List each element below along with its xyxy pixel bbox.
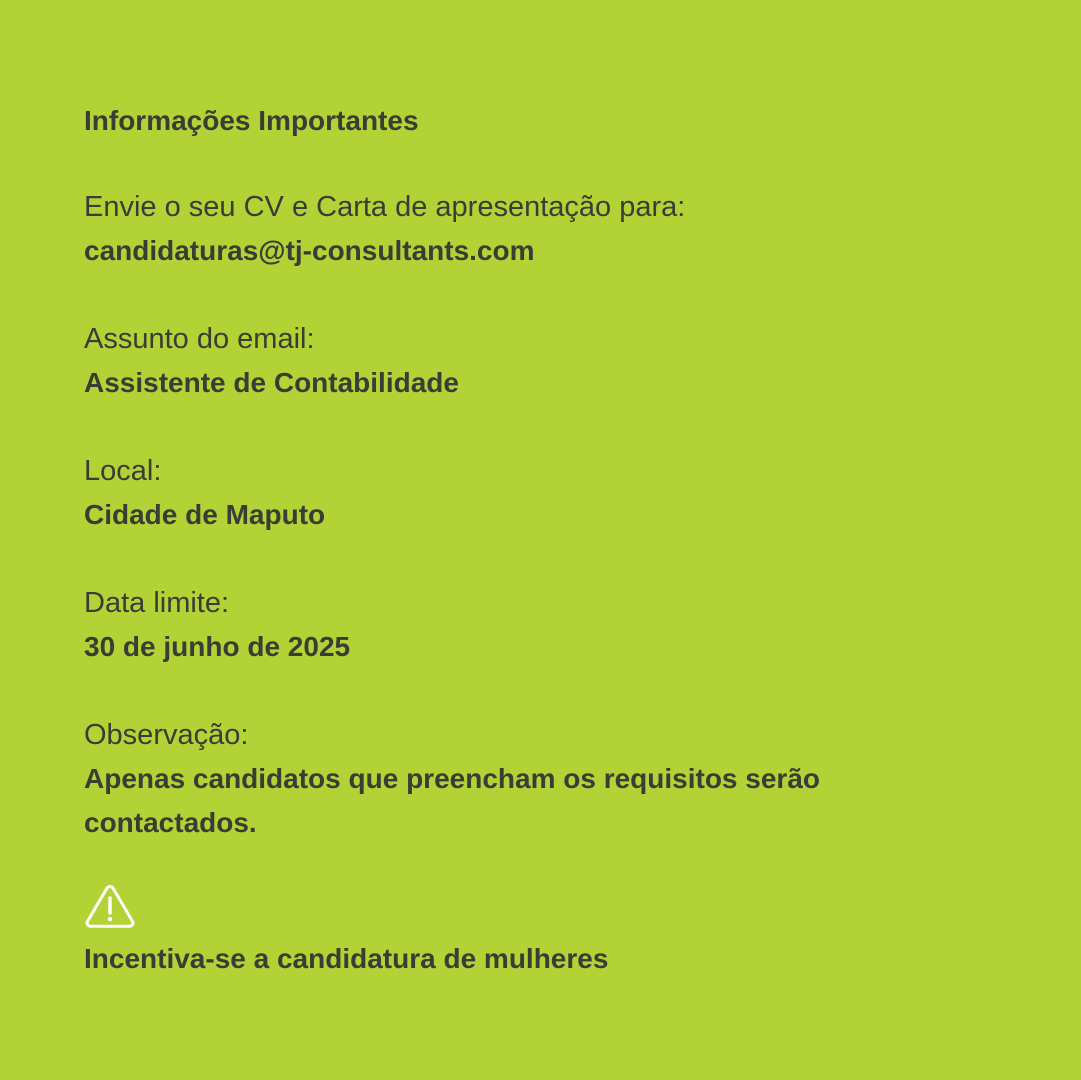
deadline-label: Data limite: [84, 587, 230, 619]
subject-value: Assistente de Contabilidade [84, 367, 459, 398]
application-email[interactable]: candidaturas@tj-consultants.com [84, 235, 535, 266]
section-location [84, 449, 984, 537]
observation-label: Observação: [84, 719, 249, 751]
section-subject [84, 317, 984, 405]
section-application [84, 185, 984, 273]
info-panel [84, 101, 984, 981]
location-label: Local: [84, 455, 162, 487]
section-observation [84, 713, 984, 845]
section-deadline [84, 581, 984, 669]
subject-label: Assunto do email: [84, 323, 315, 355]
location-value: Cidade de Maputo [84, 499, 326, 530]
application-label: Envie o seu CV e Carta de apresentação para: [84, 191, 686, 223]
observation-value: Apenas candidatos que preencham os requisitos serão contactados. [84, 763, 820, 838]
footer-note: Incentiva-se a candidatura de mulheres [84, 943, 609, 974]
warning-icon [84, 883, 136, 929]
deadline-value: 30 de junho de 2025 [84, 631, 351, 662]
page-title: Informações Importantes [84, 105, 419, 136]
